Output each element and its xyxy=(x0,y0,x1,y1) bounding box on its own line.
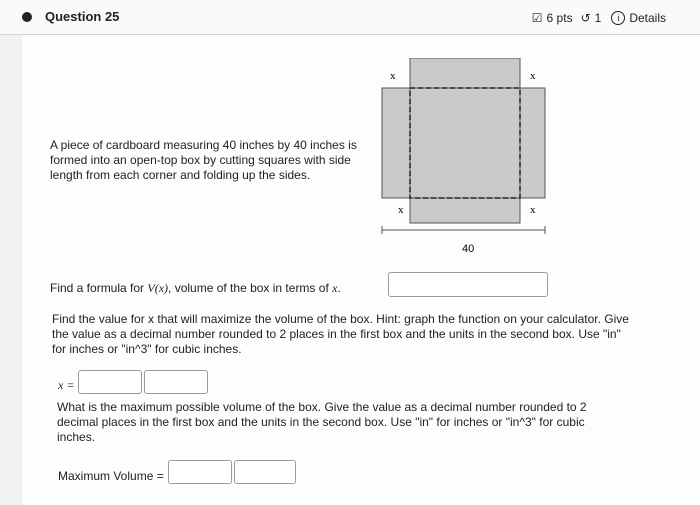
dimension-label: 40 xyxy=(462,243,475,255)
max-volume-value-input[interactable] xyxy=(168,460,232,484)
corner-label-tl: x xyxy=(390,70,396,82)
q2-prompt: Find the value for x that will maximize the volume of the box. Hint: graph the function on your calculator. Give the value as a decimal number rounded to 2 places in the first box and the units in the second box. Use "in" for inches or "in^3" for cubic inches. xyxy=(52,312,629,356)
attempts-count: 1 xyxy=(594,11,602,25)
x-label: x = xyxy=(58,378,75,392)
max-volume-units-input[interactable] xyxy=(234,460,296,484)
checkbox-edit-icon: ☑ xyxy=(531,11,543,25)
corner-label-tr: x xyxy=(530,70,536,82)
question-title: Question 25 xyxy=(45,9,120,24)
x-value-input[interactable] xyxy=(78,370,142,394)
corner-label-bl: x xyxy=(398,204,404,216)
net-left-flap xyxy=(382,88,410,198)
info-icon[interactable]: i xyxy=(611,11,625,25)
max-volume-label: Maximum Volume = xyxy=(58,469,164,483)
points-label: 6 pts xyxy=(546,11,573,25)
question-meta xyxy=(532,11,666,25)
formula-input[interactable] xyxy=(388,272,548,297)
problem-statement: A piece of cardboard measuring 40 inches by 40 inches is formed into an open-top box by cutting squares with side length from each corner and folding up the sides. xyxy=(50,138,357,182)
retry-icon: ↺ xyxy=(580,11,591,25)
details-link[interactable]: Details xyxy=(629,11,666,25)
q3-prompt: What is the maximum possible volume of the box. Give the value as a decimal number rounded to 2 decimal places in the first box and the units in the second box. Use "in" for inches or "in^3" for cubic inches. xyxy=(57,400,587,444)
question-bullet-icon xyxy=(22,12,32,22)
x-units-input[interactable] xyxy=(144,370,208,394)
net-right-flap xyxy=(520,88,545,198)
corner-label-br: x xyxy=(530,204,536,216)
q1-func: V(x) xyxy=(147,281,169,295)
net-top-flap xyxy=(410,58,520,88)
q1-prompt: Find a formula for V(x), volume of the box in terms of x. xyxy=(50,281,341,295)
box-net-diagram xyxy=(380,58,560,258)
question-header xyxy=(0,0,700,35)
net-center xyxy=(410,88,520,198)
net-bottom-flap xyxy=(410,198,520,223)
